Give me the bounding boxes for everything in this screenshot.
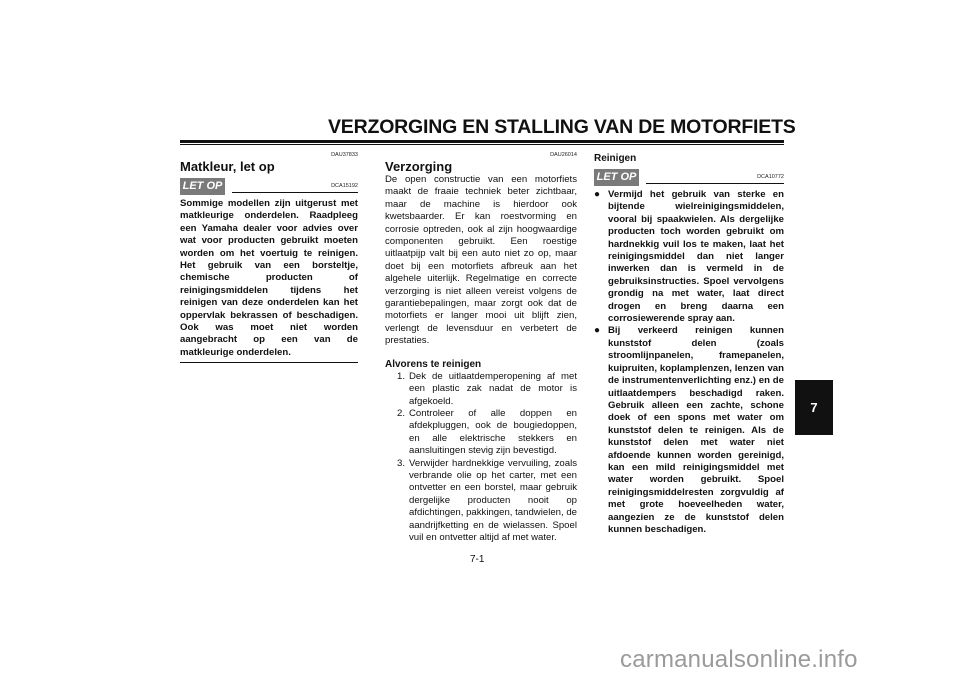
section-heading: Verzorging	[385, 159, 453, 174]
section-code: DAU26014	[550, 152, 577, 158]
step-number: 1.	[396, 370, 405, 382]
caution-rule	[232, 192, 358, 193]
caution-badge: LET OP	[594, 169, 639, 186]
step-number: 2.	[396, 407, 405, 419]
caution-code: DCA15192	[331, 183, 358, 189]
title-rule	[180, 140, 784, 143]
list-item	[594, 189, 784, 325]
column-cleaning	[594, 152, 784, 536]
caution-header	[594, 169, 784, 189]
list-item	[385, 408, 577, 458]
list-item	[385, 371, 577, 408]
bullet-text: Vermijd het gebruik van sterke en bijtende wielreinigingsmiddelen, vooral bij spaakwielen. Als dergelijke producten toch worden gebruikt om hardnekkig vuil los te maken, laat het reinigingsmiddel dan niet langer inwerken dan is vermeld in de gebruiksinstructies. Spoel vervolgens grondig na met water, laat direct drogen en breng daarna een corrosiewerende spray aan.	[608, 189, 784, 325]
list-item	[594, 325, 784, 536]
watermark: carmanualsonline.info	[620, 646, 858, 673]
caution-code: DCA10772	[757, 174, 784, 180]
intro-paragraph: De open constructie van een motorfiets maakt de fraaie techniek beter zichtbaar, maar de machine is hierdoor ook kwetsbaarder. Er kan roestvorming en corrosie optreden, ook al zijn hoogwaardige componenten gebruikt. Een roestige uitlaatpijp valt bij een auto niet zo op, maar doet bij een motorfiets afbreuk aan het algehele uiterlijk. Regelmatige en correcte verzorging is niet alleen vereist volgens de garantiebepalingen, maar zorgt ook dat de motorfiets er langer mooi uit blijft zien, verlengt de levensduur en verbetert de prestaties.	[385, 174, 577, 347]
section-code: DAU37833	[331, 152, 358, 158]
bullet-icon: ●	[594, 325, 601, 337]
caution-header	[180, 178, 358, 198]
column-matte-color	[180, 152, 358, 363]
step-number: 3.	[396, 457, 405, 469]
steps-list	[385, 371, 577, 545]
bullet-text: Bij verkeerd reinigen kunnen kunststof delen (zoals stroomlijnpanelen, framepanelen, kuipruiten, koplamplenzen, lenzen van de instrumentenverlichting enz.) en de uitlaatdempers beschadigd raken. Gebruik alleen een zachte, schone doek of een spons met water om kunststof delen te reinigen. Als de kunststof delen met water niet afdoende kunnen worden gereinigd, kan een mild reinigingsmiddel met water worden gebruikt. Spoel reinigingsmiddelresten zorgvuldig af met grote hoeveelheden water, aangezien ze de kunststof delen kunnen beschadigen.	[608, 325, 784, 535]
list-item	[385, 458, 577, 545]
column-care	[385, 152, 577, 544]
caution-rule	[646, 183, 784, 184]
title-rule-thin	[180, 144, 784, 145]
caution-bullets	[594, 189, 784, 536]
section-heading: Matkleur, let op	[180, 159, 275, 174]
bullet-icon: ●	[594, 189, 601, 200]
page-number: 7-1	[470, 554, 485, 565]
subheading-before-cleaning: Alvorens te reinigen	[385, 358, 482, 370]
caution-end-rule	[180, 362, 358, 363]
subheading-cleaning: Reinigen	[594, 153, 637, 164]
step-text: Verwijder hardnekkige vervuiling, zoals verbrande olie op het carter, met een ontvetter en een borstel, maar gebruik dergelijke producten nooit op afdichtingen, pakkingen, tandwielen, de aandrijfketting en de wielassen. Spoel vuil en ontvetter altijd af met water.	[409, 457, 578, 543]
chapter-tab: 7	[795, 380, 833, 435]
step-text: Controleer of alle doppen en afdekpluggen, ook de bougiedoppen, en alle elektrische stekkers en aansluitingen stevig zijn bevestigd.	[409, 407, 577, 457]
caution-text: Sommige modellen zijn uitgerust met matkleurige onderdelen. Raadpleeg een Yamaha dealer voor advies over wat voor producten gebruikt moeten worden om het voertuig te reinigen. Het gebruik van een borsteltje, chemische producten of reinigingsmiddelen tijdens het reinigen van deze onderdelen kan het oppervlak bekrassen of beschadigen. Ook was moet niet worden aangebracht op een van de matkleurige onderdelen.	[180, 198, 358, 358]
step-text: Dek de uitlaatdemperopening af met een plastic zak nadat de motor is afgekoeld.	[409, 370, 577, 407]
page-title: VERZORGING EN STALLING VAN DE MOTORFIETS	[328, 116, 796, 138]
caution-badge: LET OP	[180, 178, 225, 195]
